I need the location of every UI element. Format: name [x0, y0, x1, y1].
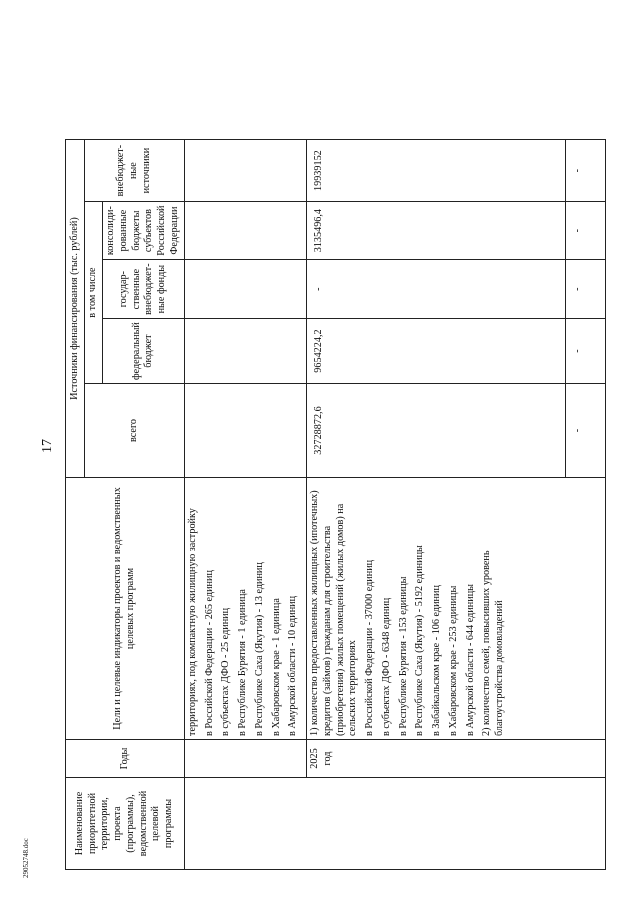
indicator-line: в Республике Саха (Якутия) - 13 единиц — [253, 562, 265, 736]
header-indicators: Цели и целевые индикаторы проектов и ведомственных целевых программ — [66, 478, 185, 740]
indicator-line: в Амурской области - 10 единиц — [287, 595, 299, 736]
indicator-line: территориях, под компактную жилищную застройку — [186, 508, 198, 736]
indicators-cell — [184, 478, 306, 740]
header-consolidated: консолиди- рованные бюджеты субъектов Российской Федерации — [102, 202, 184, 260]
federal-cell: 9654224,2 — [307, 319, 566, 384]
indicator-line: в Республике Бурятия - 1 единица — [237, 589, 248, 736]
extrabudget-cell: - — [566, 140, 606, 202]
consolidated-cell: - — [566, 202, 606, 260]
federal-cell — [184, 319, 306, 384]
page-number: 17 — [40, 439, 55, 453]
year-cell: 2025 год — [307, 740, 606, 778]
consolidated-cell: 3135496,4 — [307, 202, 566, 260]
financing-table — [65, 139, 606, 870]
indicator-line: в Республике Бурятия - 153 единицы — [397, 576, 409, 736]
indicator-line: в Амурской области - 644 единицы — [464, 584, 476, 736]
header-extrabudget: внебюджет- ные источники — [85, 140, 185, 202]
extrabudget-cell: 19939152 — [307, 140, 566, 202]
indicator-line: в Российской Федерации - 37000 единиц — [364, 559, 375, 736]
indicator-line: в Республике Саха (Якутия) - 5192 единицы — [414, 545, 426, 736]
indicator-line: 2) количество семей, повысивших уровень благоустройства домовладений — [481, 550, 505, 736]
state-funds-cell: - — [566, 260, 606, 319]
state-funds-cell — [184, 260, 306, 319]
state-funds-cell: - — [307, 260, 566, 319]
indicator-line: в Хабаровском крае - 253 единицы — [447, 585, 459, 736]
indicator-line: в субъектах ДФО - 6348 единиц — [380, 597, 392, 736]
header-total: всего — [85, 384, 185, 478]
indicator-line: в субъектах ДФО - 25 единиц — [220, 607, 232, 736]
header-program: Наименование приоритетной территории, проекта (программы), ведомственной целевой программы — [66, 778, 185, 870]
total-cell — [184, 384, 306, 478]
header-including: в том числе — [85, 202, 103, 384]
total-cell: 32728872,6 — [307, 384, 566, 478]
table-row — [184, 140, 306, 870]
header-years: Годы — [66, 740, 185, 778]
program-cell — [184, 778, 605, 870]
document-id: 29052748.doc — [22, 838, 30, 878]
total-cell: - — [566, 384, 606, 478]
indicator-line: в Хабаровском крае - 1 единица — [270, 598, 282, 736]
header-federal: федеральный бюджет — [102, 319, 184, 384]
extrabudget-cell — [184, 140, 306, 202]
table-row — [307, 140, 566, 870]
indicators-cell — [307, 478, 606, 740]
year-cell — [184, 740, 306, 778]
federal-cell: - — [566, 319, 606, 384]
indicator-line: 1) количество предоставленных жилищных (ипотечных) кредитов (займов) гражданам для строительства (приобретения) жилых помещений (жилых домов) на сельских территориях — [309, 490, 359, 736]
indicator-line: в Забайкальском крае - 106 единиц — [431, 585, 442, 736]
consolidated-cell — [184, 202, 306, 260]
indicator-line: в Российской Федерации - 265 единиц — [203, 570, 215, 736]
header-sources: Источники финансирования (тыс. рублей) — [66, 140, 85, 478]
header-state-funds: государ- ственные внебюджет- ные фонды — [102, 260, 184, 319]
